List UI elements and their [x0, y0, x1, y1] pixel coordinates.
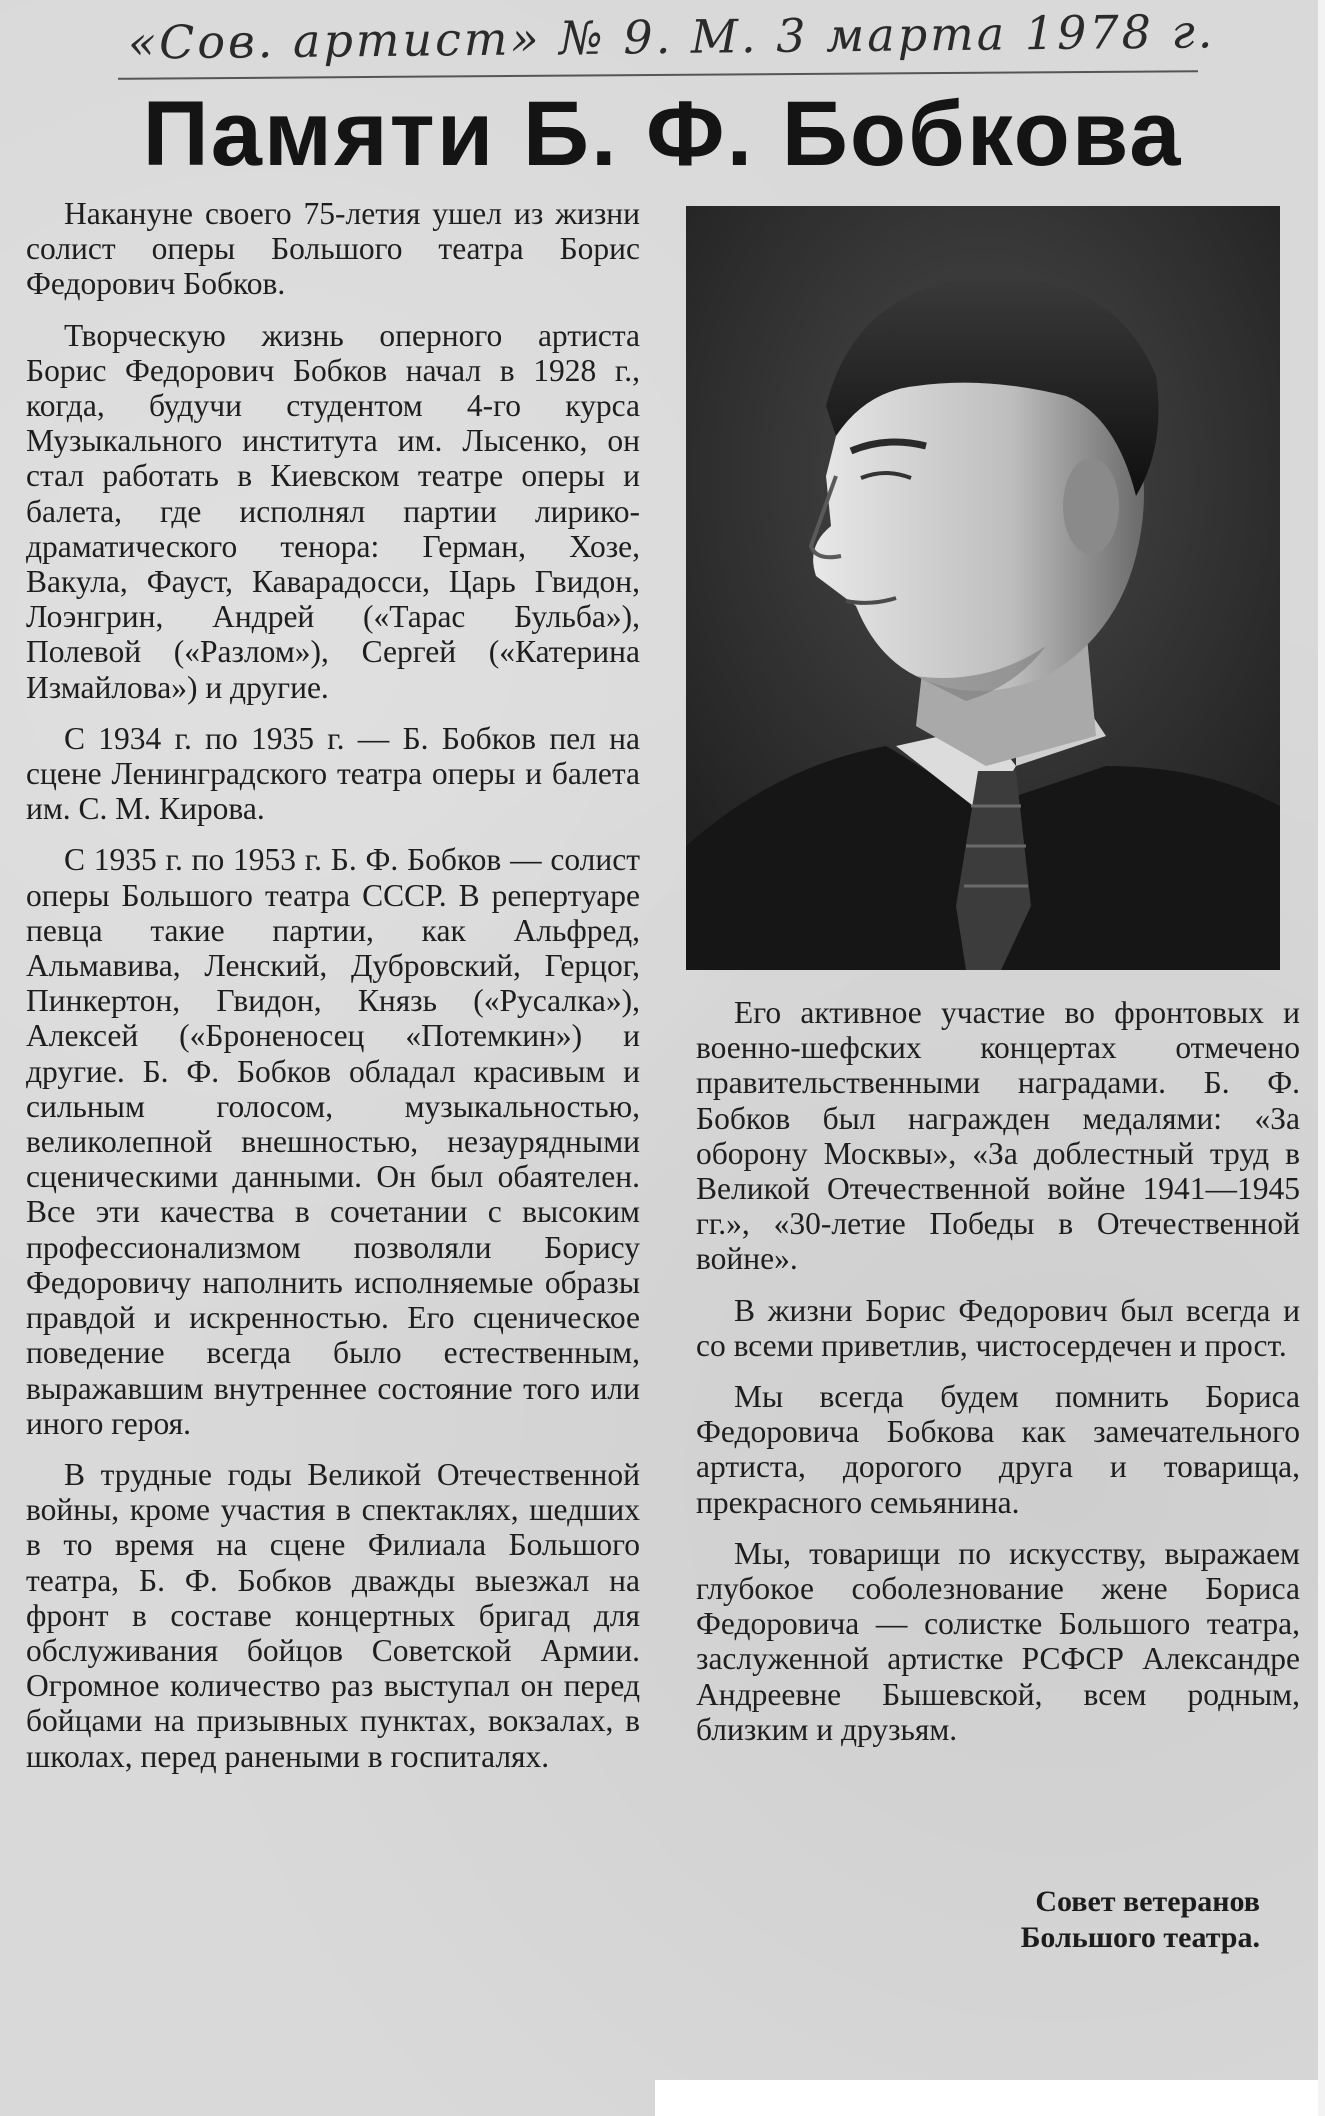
paragraph: Творческую жизнь оперного артиста Борис Федорович Бобков начал в 1928 г., когда, будучи студентом 4-го курса Музыкального института им. Лысенко, он стал работать в Киевском театре оперы и балета, где исполнял партии лирико-драматического тенора: Герман, Хозе, Вакула, Фауст, Каварадосси, Царь Гвидон, Лоэнгрин, Андрей («Тарас Бульба»), Полевой («Разлом»), Сергей («Катерина Измайлова») и другие.: [26, 317, 640, 705]
signature-line: Большого театра.: [1020, 1921, 1260, 1954]
paragraph: Его активное участие во фронтовых и военно-шефских концертах отмечено правительственными наградами. Б. Ф. Бобков был награжден медалями: «За оборону Москвы», «За доблестный труд в Великой Отечественной войне 1941—1945 гг.», «30-летие Победы в Отечественной войне».: [696, 995, 1300, 1277]
paragraph: Накануне своего 75-летия ушел из жизни солист оперы Большого театра Борис Федорович Бобков.: [26, 196, 640, 302]
handwritten-source-note: «Сов. артист» № 9. М. 3 марта 1978 г.: [127, 4, 1216, 70]
portrait-photo: [686, 206, 1280, 970]
paragraph: Мы, товарищи по искусству, выражаем глубокое соболезнование жене Бориса Федоровича — солистке Большого театра, заслуженной артистке РСФСР Александре Андреевне Бышевской, всем родным, близким и друзьям.: [696, 1535, 1300, 1747]
signature-line: Совет ветеранов: [1035, 1885, 1260, 1918]
clipping-edge: [655, 2080, 1325, 2116]
paragraph: Мы всегда будем помнить Бориса Федоровича Бобкова как замечательного артиста, дорогого друга и товарища, прекрасного семьянина.: [696, 1379, 1300, 1520]
article-left-column: [26, 196, 640, 2076]
paragraph: С 1935 г. по 1953 г. Б. Ф. Бобков — солист оперы Большого театра СССР. В репертуаре певца такие партии, как Альфред, Альмавива, Ленский, Дубровский, Герцог, Пинкертон, Гвидон, Князь («Русалка»), Алексей («Броненосец «Потемкин») и другие. Б. Ф. Бобков обладал красивым и сильным голосом, музыкальностью, великолепной внешностью, незаурядными сценическими данными. Он был обаятелен. Все эти качества в сочетании с высоким профессионализмом позволяли Борису Федоровичу наполнить исполняемые образы правдой и искренностью. Его сценическое поведение всегда было естественным, выражавшим внутреннее состояние того или иного героя.: [26, 842, 640, 1441]
clipping-edge: [1318, 0, 1325, 2116]
article-right-column: [696, 995, 1300, 2005]
paragraph: В жизни Борис Федорович был всегда и со всеми приветлив, чистосердечен и прост.: [696, 1292, 1300, 1363]
paragraph: В трудные годы Великой Отечественной войны, кроме участия в спектаклях, шедших в то время на сцене Филиала Большого театра, Б. Ф. Бобков дважды выезжал на фронт в составе концертных бригад для обслуживания бойцов Советской Армии. Огромное количество раз выступал он перед бойцами на призывных пунктах, вокзалах, в школах, перед ранеными в госпиталях.: [26, 1456, 640, 1774]
paragraph: С 1934 г. по 1935 г. — Б. Бобков пел на сцене Ленинградского театра оперы и балета им. С. М. Кирова.: [26, 720, 640, 827]
headline: Памяти Б. Ф. Бобкова: [142, 83, 1183, 185]
signature: [940, 1884, 1260, 1956]
